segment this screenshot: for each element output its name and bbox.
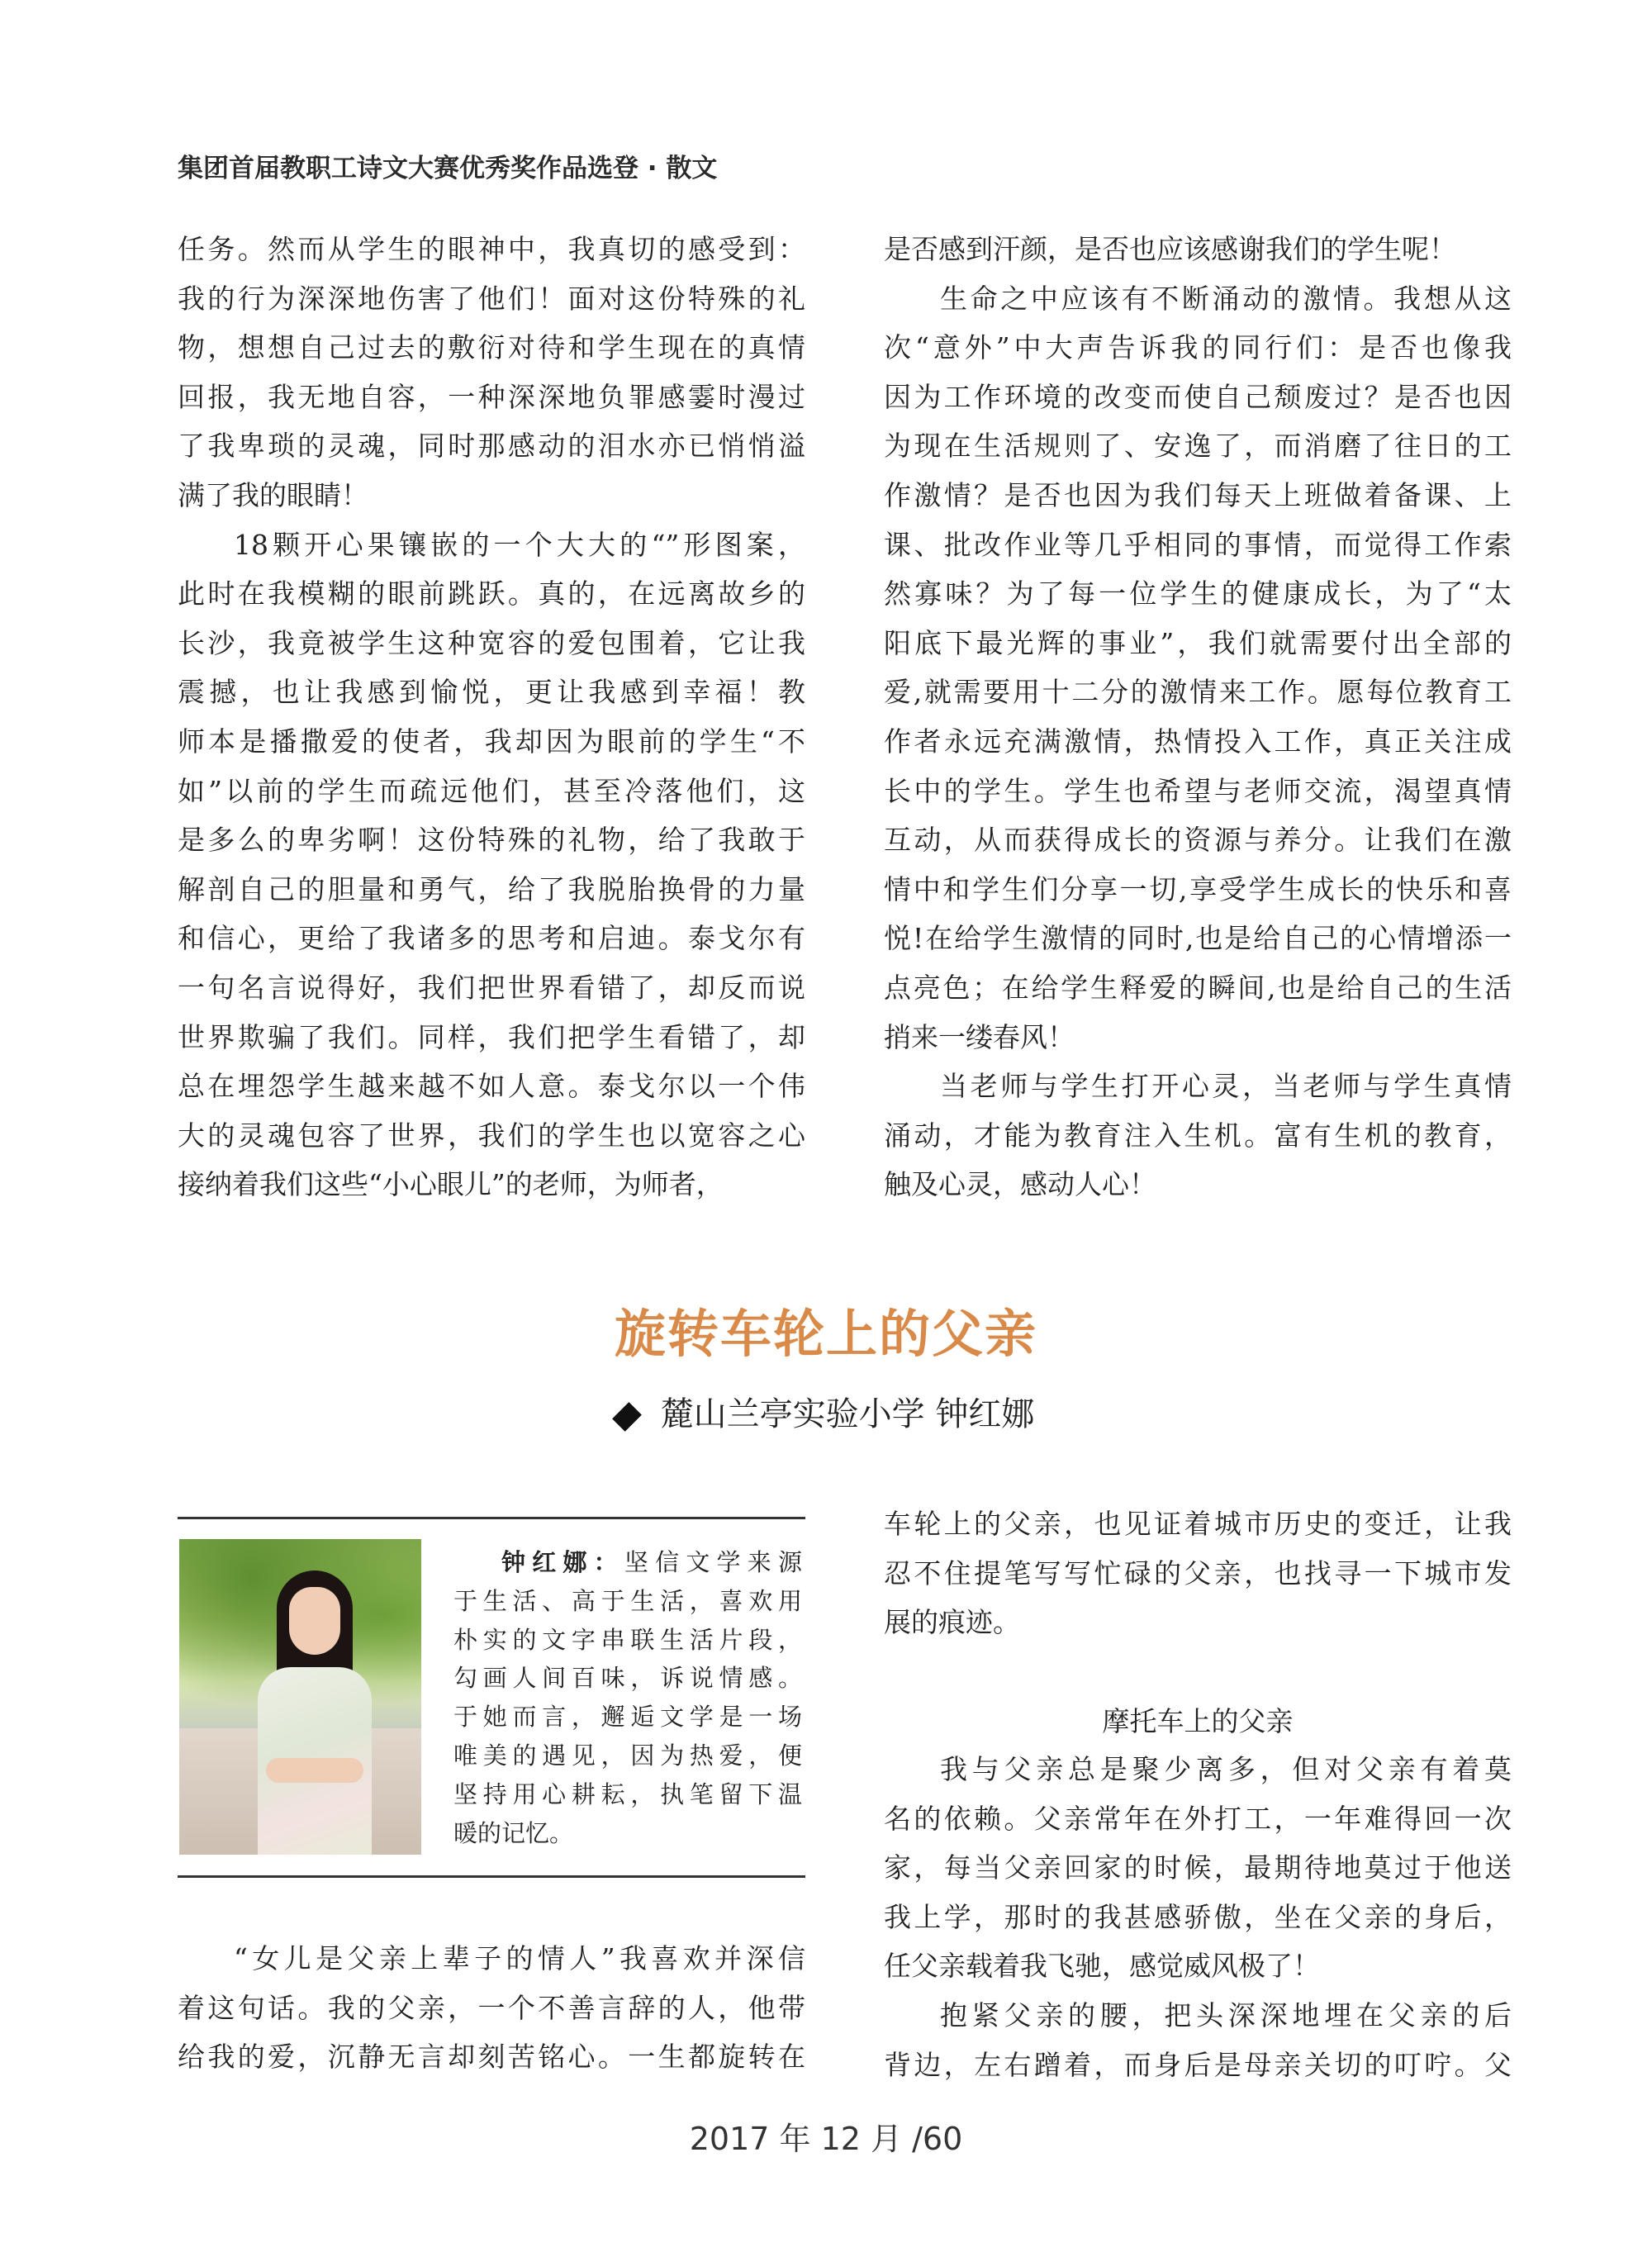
article-right-column-bottom bbox=[884, 1745, 1512, 2089]
text-line: 背边，左右蹭着，而身后是母亲关切的叮咛。父 bbox=[884, 2048, 1512, 2081]
bio-line: 暖的记忆。 bbox=[453, 1818, 574, 1847]
text-line: 课、批改作业等几乎相同的事情，而觉得工作索 bbox=[884, 528, 1512, 561]
text-line: 次“意外”中大声告诉我的同行们：是否也像我 bbox=[884, 331, 1512, 364]
bio-line: 于她而言，邂逅文学是一场 bbox=[453, 1703, 802, 1732]
article-title: 旋转车轮上的父亲 bbox=[614, 1304, 1037, 1364]
bio-bottom-rule bbox=[178, 1875, 805, 1878]
text-line: 震撼，也让我感到愉悦，更让我感到幸福！教 bbox=[178, 676, 805, 709]
text-line: 满了我的眼睛！ bbox=[178, 478, 368, 511]
text-line: 如”以前的学生而疏远他们，甚至冷落他们，这 bbox=[178, 774, 805, 807]
text-line: 抱紧父亲的腰，把头深深地埋在父亲的后 bbox=[940, 1998, 1512, 2031]
bio-line: 唯美的遇见，因为热爱，便 bbox=[453, 1741, 802, 1770]
text-line: 忍不住提笔写写忙碌的父亲，也找寻一下城市发 bbox=[884, 1556, 1512, 1589]
text-line: 世界欺骗了我们。同样，我们把学生看错了，却 bbox=[178, 1020, 805, 1053]
prev-article-left-column bbox=[178, 225, 805, 1209]
author-name: 钟红娜： bbox=[501, 1548, 624, 1576]
text-line: 因为工作环境的改变而使自己颓废过？是否也因 bbox=[884, 380, 1512, 413]
text-line: 我与父亲总是聚少离多，但对父亲有着莫 bbox=[940, 1753, 1512, 1785]
text-line: 着这句话。我的父亲，一个不善言辞的人，他带 bbox=[178, 1991, 805, 2024]
bio-line: 坚持用心耕耘，执笔留下温 bbox=[453, 1779, 802, 1808]
prev-article-right-column bbox=[884, 225, 1512, 1209]
author-bio bbox=[453, 1543, 802, 1852]
page-footer: 2017 年 12 月 /60 bbox=[689, 2121, 963, 2157]
text-line: 是否感到汗颜，是否也应该感谢我们的学生呢！ bbox=[884, 233, 1456, 265]
text-line: 是多么的卑劣啊！这份特殊的礼物，给了我敢于 bbox=[178, 824, 805, 857]
text-line: 情中和学生们分享一切,享受学生成长的快乐和喜 bbox=[884, 872, 1512, 905]
text-line: 解剖自己的胆量和勇气，给了我脱胎换骨的力量 bbox=[178, 872, 805, 905]
running-header: 集团首届教职工诗文大赛优秀奖作品选登 · 散文 bbox=[178, 154, 718, 183]
article-left-column bbox=[178, 1934, 805, 2082]
text-line: 捎来一缕春风！ bbox=[884, 1020, 1075, 1053]
text-line: 我上学，那时的我甚感骄傲，坐在父亲的身后， bbox=[884, 1900, 1512, 1933]
bio-line: 于生活、高于生活，喜欢用 bbox=[453, 1586, 802, 1615]
text-line: 长中的学生。学生也希望与老师交流，渴望真情 bbox=[884, 774, 1512, 807]
bio-top-rule bbox=[178, 1517, 805, 1519]
text-line: 接纳着我们这些“小心眼儿”的老师，为师者， bbox=[178, 1168, 724, 1201]
text-line: 阳底下最光辉的事业”，我们就需要付出全部的 bbox=[884, 626, 1512, 659]
text-line: 为现在生活规则了、安逸了，而消磨了往日的工 bbox=[884, 430, 1512, 463]
text-line: 师本是播撒爱的使者，我却因为眼前的学生“不 bbox=[178, 725, 805, 758]
text-line: 作激情？是否也因为我们每天上班做着备课、上 bbox=[884, 478, 1512, 511]
text-line: “女儿是父亲上辈子的情人”我喜欢并深信 bbox=[234, 1942, 805, 1974]
text-line: 爱,就需要用十二分的激情来工作。愿每位教育工 bbox=[884, 676, 1512, 709]
bio-line: 勾画人间百味，诉说情感。 bbox=[453, 1664, 802, 1693]
text-line: 我的行为深深地伤害了他们！面对这份特殊的礼 bbox=[178, 282, 805, 315]
text-line: 点亮色；在给学生释爱的瞬间,也是给自己的生活 bbox=[884, 971, 1512, 1004]
text-line: 长沙，我竟被学生这种宽容的爱包围着，它让我 bbox=[178, 626, 805, 659]
text-line: 物，想想自己过去的敷衍对待和学生现在的真情 bbox=[178, 331, 805, 364]
text-line: 任务。然而从学生的眼神中，我真切的感受到： bbox=[178, 233, 805, 265]
text-line: 此时在我模糊的眼前跳跃。真的，在远离故乡的 bbox=[178, 577, 805, 611]
text-line: 总在埋怨学生越来越不如人意。泰戈尔以一个伟 bbox=[178, 1070, 805, 1103]
text-line: 车轮上的父亲，也见证着城市历史的变迁，让我 bbox=[884, 1508, 1512, 1540]
text-line: 和信心，更给了我诸多的思考和启迪。泰戈尔有 bbox=[178, 922, 805, 955]
text-line: 给我的爱，沉静无言却刻苦铭心。一生都旋转在 bbox=[178, 2041, 805, 2074]
text-line: 悦!在给学生激情的同时,也是给自己的心情增添一 bbox=[884, 922, 1512, 955]
text-line: 当老师与学生打开心灵，当老师与学生真情 bbox=[940, 1070, 1512, 1103]
text-line: 家，每当父亲回家的时候，最期待地莫过于他送 bbox=[884, 1851, 1512, 1884]
text-line: 回报，我无地自容，一种深深地负罪感霎时漫过 bbox=[178, 380, 805, 413]
text-line: 一句名言说得好，我们把世界看错了，却反而说 bbox=[178, 971, 805, 1004]
bio-line: 朴实的文字串联生活片段， bbox=[453, 1625, 802, 1654]
byline-text: 麓山兰亭实验小学 钟红娜 bbox=[660, 1395, 1035, 1433]
article-right-column-top bbox=[884, 1499, 1512, 1647]
text-line: 触及心灵，感动人心！ bbox=[884, 1168, 1156, 1201]
text-line: 然寡味？为了每一位学生的健康成长，为了“太 bbox=[884, 577, 1512, 611]
author-photo bbox=[179, 1539, 421, 1855]
text-line: 互动，从而获得成长的资源与养分。让我们在激 bbox=[884, 824, 1512, 857]
section-subheading: 摩托车上的父亲 bbox=[1102, 1705, 1294, 1737]
text-line: 任父亲载着我飞驰，感觉威风极了！ bbox=[884, 1950, 1320, 1983]
text-line: 18颗开心果镶嵌的一个大大的“”形图案， bbox=[234, 528, 805, 561]
bio-text: 坚信文学来源 bbox=[624, 1548, 802, 1576]
text-line: 涌动，才能为教育注入生机。富有生机的教育， bbox=[884, 1119, 1512, 1152]
text-line: 了我卑琐的灵魂，同时那感动的泪水亦已悄悄溢 bbox=[178, 430, 805, 463]
text-line: 大的灵魂包容了世界，我们的学生也以宽容之心 bbox=[178, 1119, 805, 1152]
diamond-bullet-icon bbox=[612, 1402, 642, 1432]
text-line: 作者永远充满激情，热情投入工作，真正关注成 bbox=[884, 725, 1512, 758]
bio-line bbox=[453, 1543, 802, 1582]
text-line: 生命之中应该有不断涌动的激情。我想从这 bbox=[940, 282, 1512, 315]
text-line: 展的痕迹。 bbox=[884, 1606, 1020, 1639]
text-line: 名的依赖。父亲常年在外打工，一年难得回一次 bbox=[884, 1802, 1512, 1835]
article-byline bbox=[0, 1388, 1652, 1435]
